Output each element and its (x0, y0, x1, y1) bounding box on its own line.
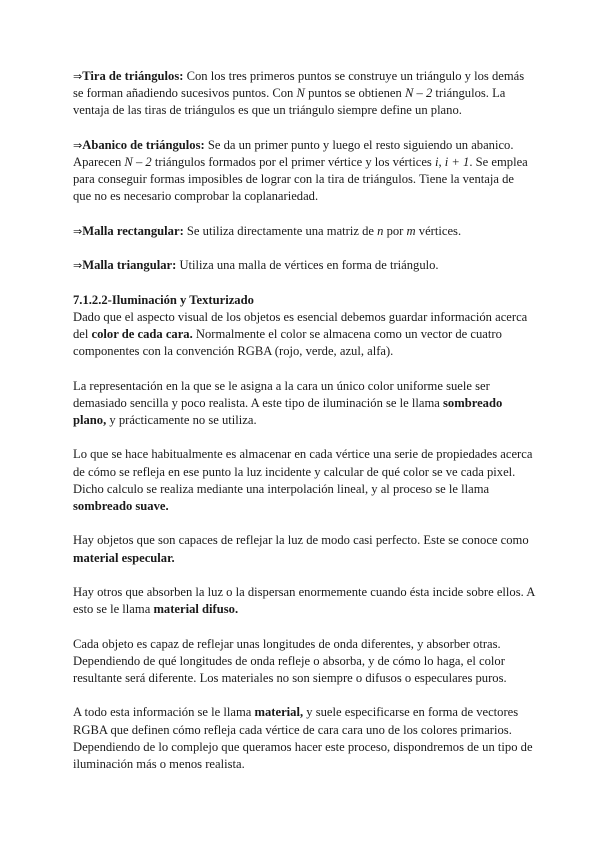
paragraph-material (73, 704, 535, 773)
term-rectangular-mesh: Malla rectangular: (82, 223, 184, 238)
paragraph-text: triángulos. La ventaja de las tiras de triángulos es que un triángulo siempre define un plano. (73, 86, 506, 118)
term-flat-shading: sombreado plano, (73, 395, 503, 427)
paragraph-text: , (438, 155, 445, 169)
paragraph-text: Normalmente el color se almacena como un vector de cuatro componentes con la convención RGBA (rojo, verde, azul, alfa). (73, 326, 502, 359)
paragraph-triangle-fan (73, 137, 535, 206)
arrow-icon: ⇒ (73, 70, 83, 83)
paragraph-specular-material (73, 532, 535, 566)
paragraph-text: La representación en la que se le asigna a la cara un único color uniforme suele ser demasiado sencilla y poco realista. A este tipo de iluminación se le llama (73, 378, 490, 410)
math-n: N (296, 86, 305, 101)
paragraph-text: triángulos formados por el primer vértice y los vértices (151, 155, 435, 169)
term-specular-material: material especular. (73, 550, 175, 565)
paragraph-text: A todo esta información se le llama (73, 705, 255, 720)
document-page (73, 68, 535, 790)
term-smooth-shading: sombreado suave. (73, 498, 169, 513)
math-i-plus-1: i + 1 (444, 155, 470, 169)
paragraph-text: Con los tres primeros puntos se construye un triángulo y los demás se forman añadiendo sucesivos puntos. Con (73, 69, 525, 101)
paragraph-triangle-strip (73, 68, 535, 120)
math-n: n (377, 223, 384, 238)
paragraph-text: Cada objeto es capaz de reflejar unas longitudes de onda diferentes, y absorber otras. Dependiendo de qué longitudes de onda refleje o absorba, y de cómo lo haga, el color resultante será diferente. Los materiales no son siempre o difusos o especulares puros. (73, 636, 507, 685)
section-heading: 7.1.2.2-Iluminación y Texturizado (73, 292, 254, 307)
math-n-minus-2: N – 2 (124, 155, 152, 169)
term-face-color: color de cada cara. (91, 326, 193, 341)
paragraph-text: vértices. (415, 223, 462, 238)
paragraph-text: y suele especificarse en forma de vectores RGBA que definen cómo refleja cada vértice de cara cara uno de los colores primarios. Dependiendo de lo complejo que queramos hacer este proceso, dispondremos de un tipo de iluminación más o menos realista. (73, 705, 533, 771)
arrow-icon: ⇒ (73, 224, 83, 238)
term-triangle-strip: Tira de triángulos: (82, 69, 184, 83)
paragraph-text: por (383, 223, 407, 238)
paragraph-text: Utiliza una malla de vértices en forma de triángulo. (176, 258, 439, 273)
math-m: m (406, 223, 416, 238)
paragraph-diffuse-material (73, 584, 535, 618)
paragraph-text: puntos se obtienen (304, 86, 405, 101)
paragraph-text: . Se emplea para conseguir formas imposibles de lograr con la tira de triángulos. Tiene la ventaja de que no es necesario comprobar la coplanariedad. (73, 155, 528, 204)
arrow-icon: ⇒ (73, 138, 83, 152)
paragraph-text: y prácticamente no se utiliza. (106, 412, 257, 427)
paragraph-text: Lo que se hace habitualmente es almacenar en cada vértice una serie de propiedades acerca de cómo se refleja en ese punto la luz incidente y calcular de qué color se ve cada pixel. Dicho calculo se realiza mediante una interpolación lineal, y al proceso se le llama (73, 447, 533, 496)
paragraph-flat-shading (73, 378, 535, 430)
math-i: i (434, 155, 439, 169)
paragraph-wavelengths (73, 636, 535, 688)
paragraph-triangular-mesh (73, 257, 535, 274)
paragraph-text: Dado que el aspecto visual de los objetos es esencial debemos guardar información acerca del (73, 309, 528, 341)
term-diffuse-material: material difuso. (153, 602, 239, 617)
paragraph-text: Se da un primer punto y luego el resto siguiendo un abanico. Aparecen (73, 137, 514, 169)
paragraph-text: Hay otros que absorben la luz o la dispersan enormemente cuando ésta incide sobre ellos. A esto se le llama (73, 584, 535, 617)
term-triangular-mesh: Malla triangular: (82, 258, 177, 273)
math-n-minus-2: N – 2 (404, 86, 433, 101)
paragraph-face-color (73, 309, 535, 361)
term-material: material, (254, 705, 304, 720)
paragraph-rectangular-mesh (73, 223, 535, 240)
term-triangle-fan: Abanico de triángulos: (82, 137, 205, 152)
paragraph-text: Se utiliza directamente una matriz de (183, 223, 378, 238)
arrow-icon: ⇒ (73, 259, 83, 273)
paragraph-smooth-shading (73, 446, 535, 515)
paragraph-text: Hay objetos que son capaces de reflejar la luz de modo casi perfecto. Este se conoce como (73, 533, 529, 548)
